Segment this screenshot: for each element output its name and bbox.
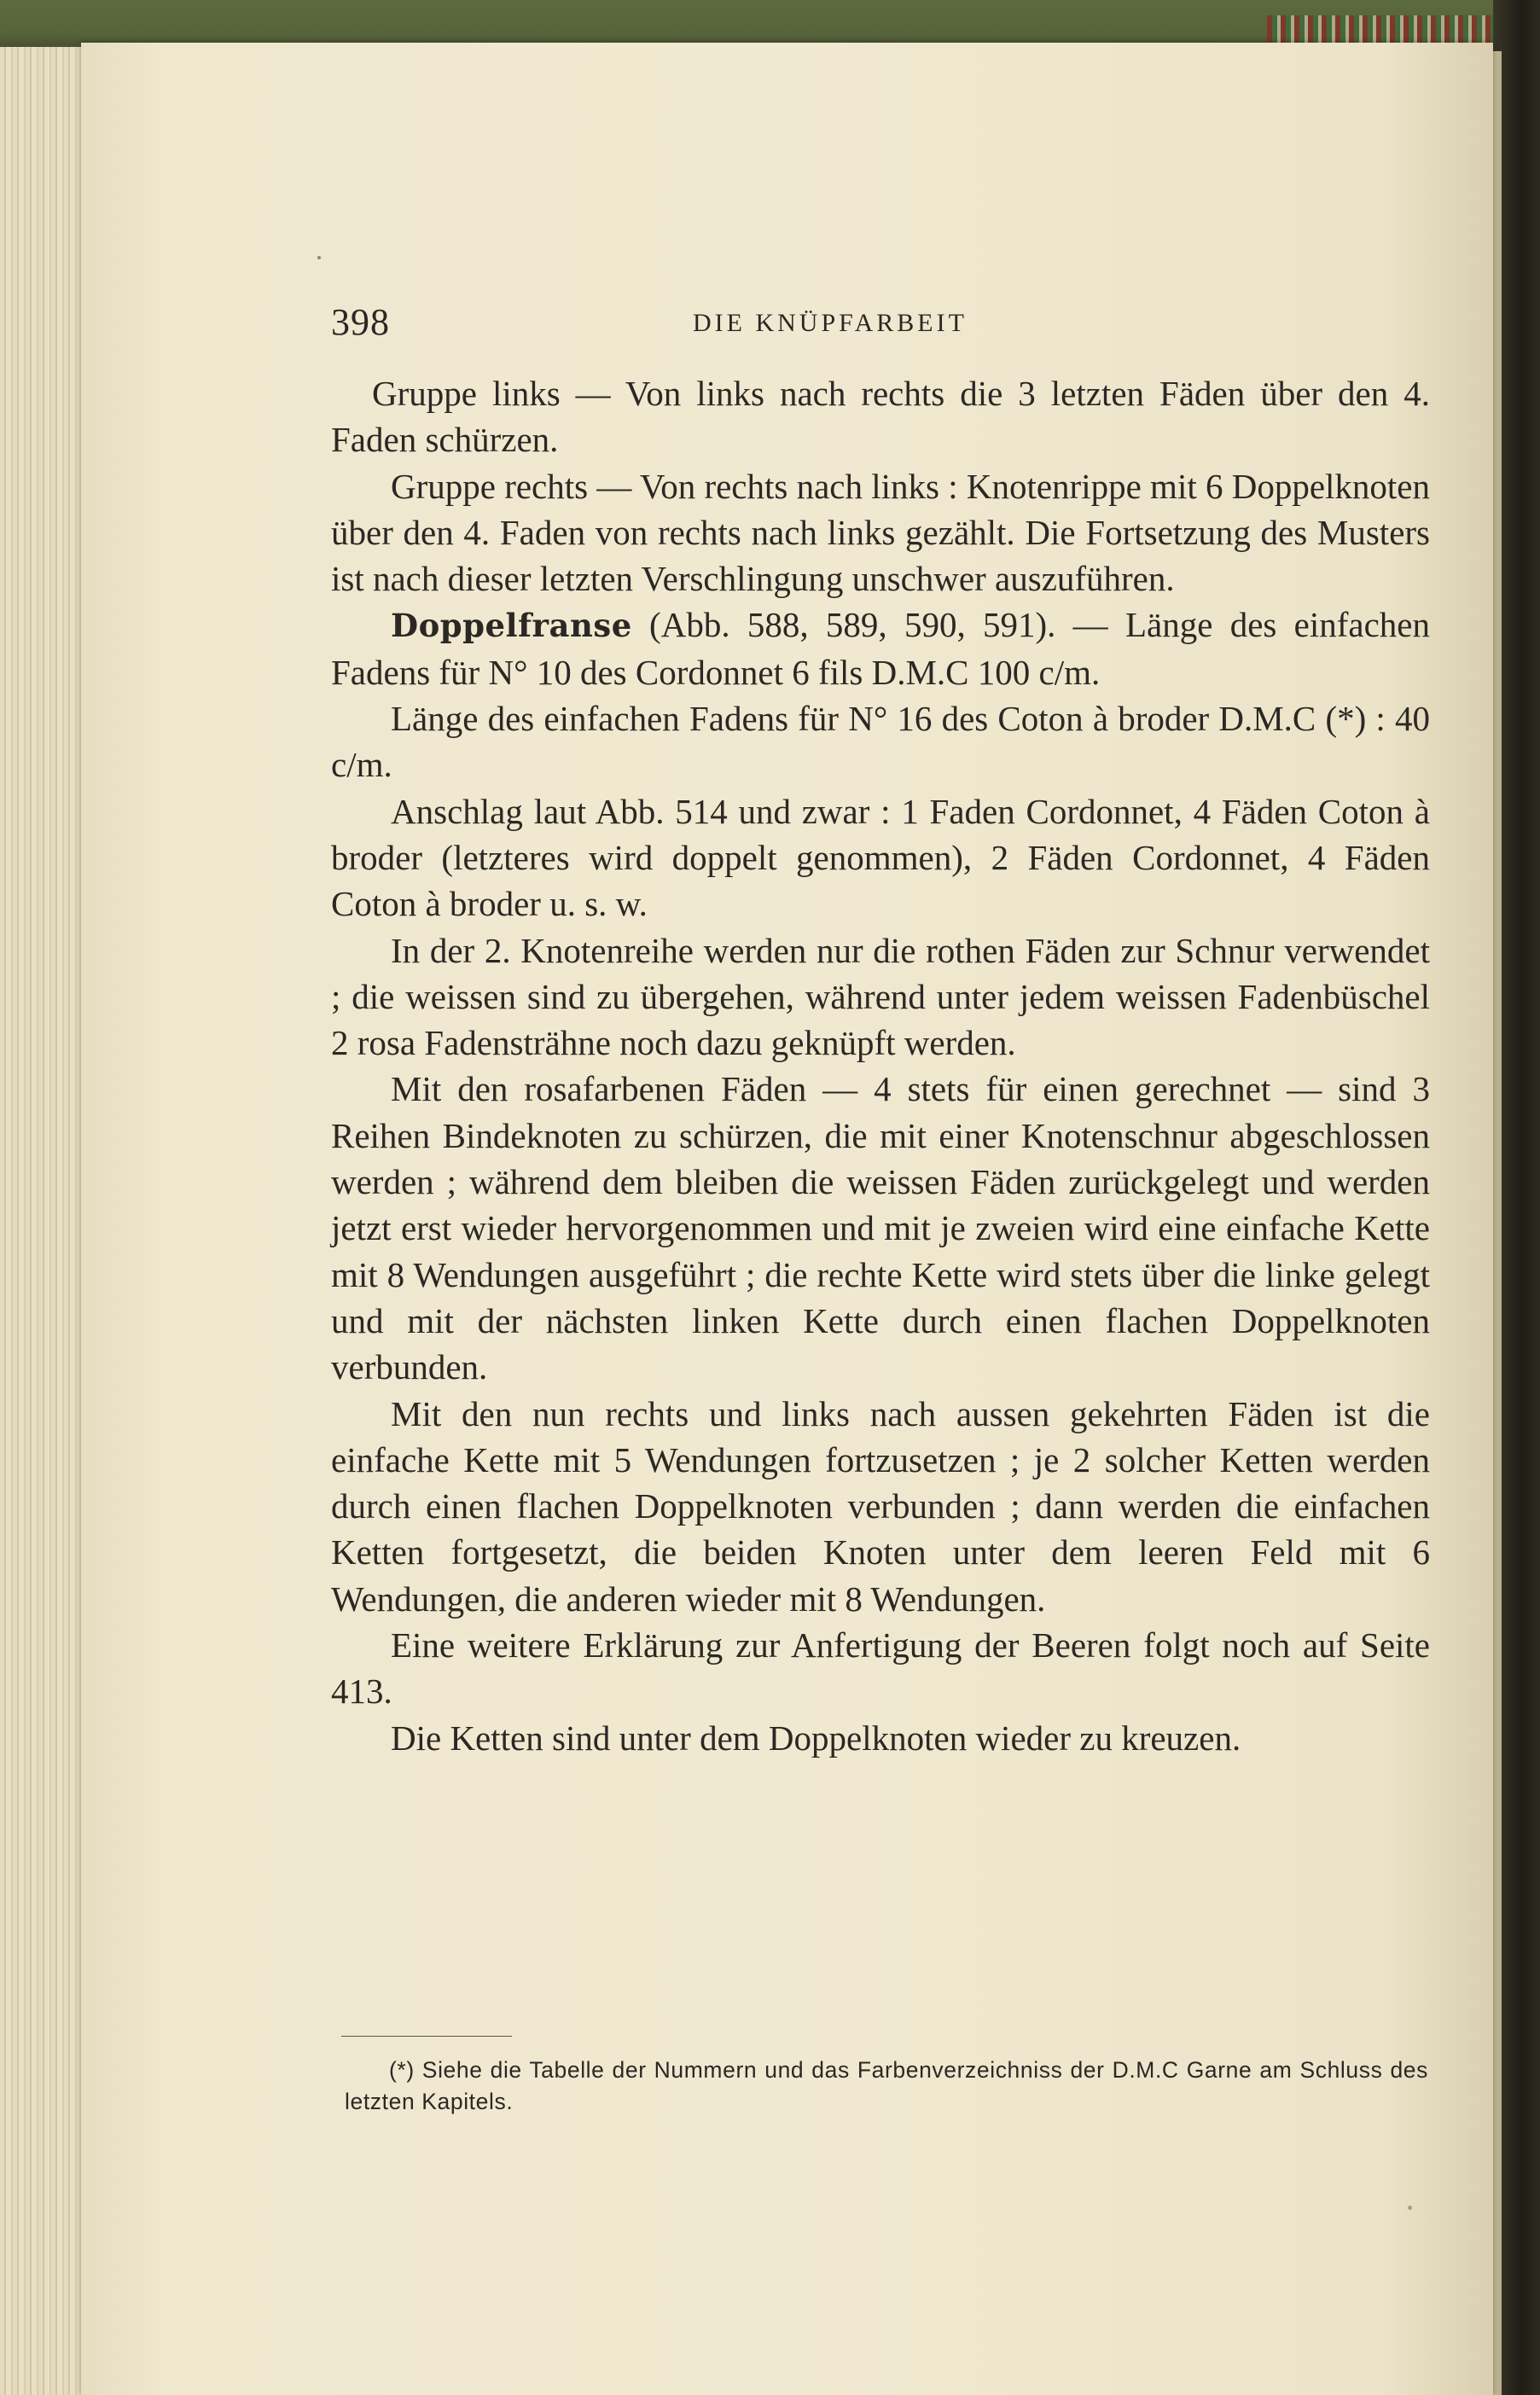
paragraph: Eine weitere Erklärung zur Anfertigung der Beeren folgt noch auf Seite 413. (331, 1625, 1430, 1712)
paragraph-text: (Abb. 588, 589, 590, 591). — Länge des einfachen Fadens für N° 10 des Cordonnet 6 fils D.M.C 100 c/m. (331, 605, 1430, 692)
paragraph: Mit den nun rechts und links nach aussen gekehrten Fäden ist die einfache Kette mit 5 Wendungen fortzusetzen ; je 2 solcher Ketten werden durch einen flachen Doppelknoten verbunden ; dann werden die einfachen Ketten fortgesetzt, die beiden Knoten unter dem leeren Feld mit 6 Wendungen, die anderen wieder mit 8 Wendungen. (331, 1393, 1430, 1619)
paragraph: Die Ketten sind unter dem Doppelknoten wieder zu kreuzen. (391, 1718, 1241, 1758)
paragraph: Anschlag laut Abb. 514 und zwar : 1 Faden Cordonnet, 4 Fäden Coton à broder (letzteres wird doppelt genommen), 2 Fäden Cordonnet, 4 Fäden Coton à broder u. s. w. (331, 791, 1430, 924)
page-number: 398 (331, 301, 390, 343)
footnote: (*) Siehe die Tabelle der Nummern und das Farbenverzeichniss der D.M.C Garne am Schluss des letzten Kapitels. (345, 2057, 1428, 2114)
paragraph: Gruppe rechts — Von rechts nach links : Knotenrippe mit 6 Doppelknoten über den 4. Faden von rechts nach links gezählt. Die Fortsetzung des Musters ist nach dieser letzten Verschlingung unschwer auszuführen. (331, 466, 1431, 599)
page-header (331, 300, 1440, 352)
body-text (331, 370, 1430, 1761)
paragraph: Mit den rosafarbenen Fäden — 4 stets für einen gerechnet — sind 3 Reihen Bindeknoten zu schürzen, die mit einer Knotenschnur abgeschlossen werden ; während dem bleiben die weissen Fäden zurückgelegt und werden jetzt erst wieder hervorgenommen und mit je zweien wird eine einfache Kette mit 8 Wendungen ausgeführt ; die rechte Kette wird stets über die linke gelegt und mit der nächsten linken Kette durch einen flachen Doppelknoten verbunden. (331, 1069, 1430, 1387)
paragraph: Gruppe links — Von links nach rechts die 3 letzten Fäden über den 4. Faden schürzen. (331, 374, 1430, 460)
bold-term: Doppelfranse (391, 607, 632, 645)
running-head: DIE KNÜPFARBEIT (693, 309, 968, 337)
paragraph: In der 2. Knotenreihe werden nur die rothen Fäden zur Schnur verwendet ; die weissen sind zu übergehen, während unter jedem weissen Fadenbüschel 2 rosa Fadensträhne noch dazu geknüpft werden. (331, 930, 1430, 1063)
footnote-divider (341, 2036, 512, 2037)
paragraph-doppelfranse (331, 602, 1430, 695)
paper-speck (317, 256, 321, 259)
paper-speck (1408, 2206, 1412, 2210)
paragraph: Länge des einfachen Fadens für N° 16 des Coton à broder D.M.C (*) : 40 c/m. (331, 699, 1430, 785)
